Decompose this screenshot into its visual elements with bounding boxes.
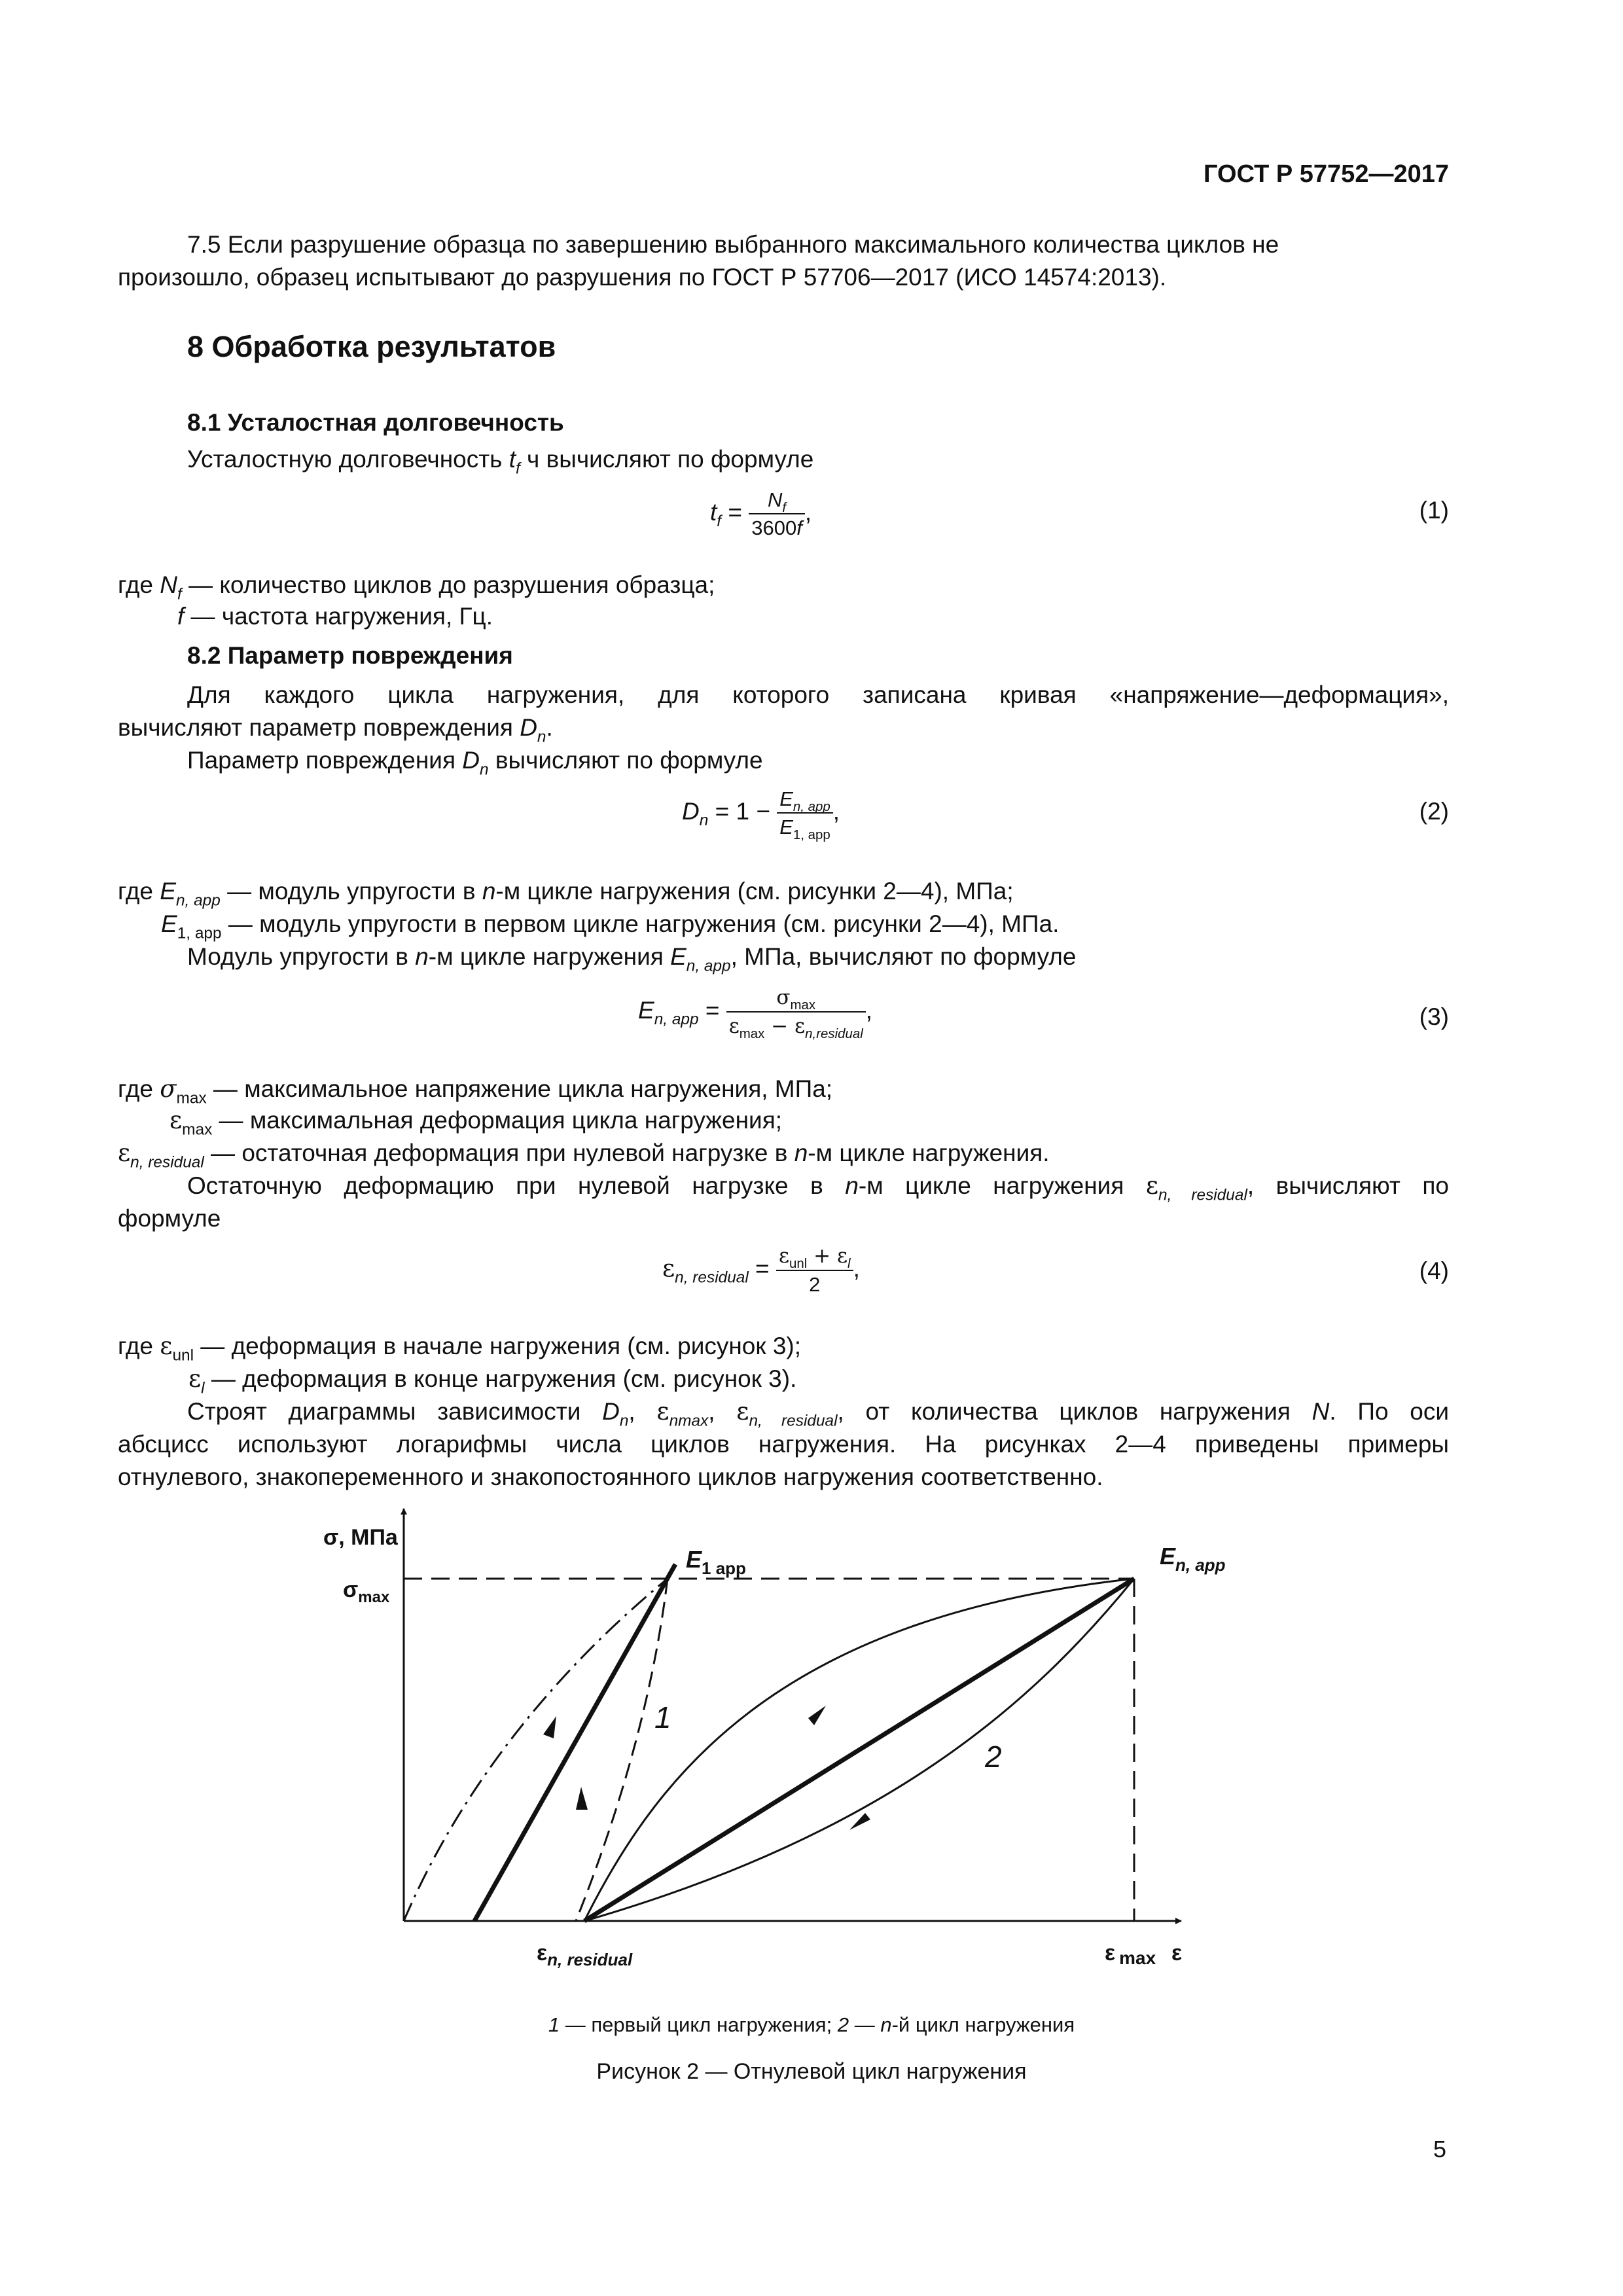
paragraph-8-2-line2: вычисляют параметр повреждения $D_n$. bbox=[118, 714, 553, 746]
formula-4: $\varepsilon_{n, residual}$ = $\frac{\varepsilon_{unl} + \varepsilon_l}{2}$ , bbox=[662, 1244, 860, 1297]
arrow-curve-1-down bbox=[576, 1787, 588, 1810]
arrow-curve-1-up bbox=[543, 1716, 556, 1738]
formula-3-intro: Модуль упругости в n-м цикле нагружения $E_{n, app}$, МПа, вычисляют по формуле bbox=[187, 943, 1077, 975]
x-axis-label: ε bbox=[1171, 1941, 1183, 1965]
where-3-line3: $\varepsilon_{n, residual}$ — остаточная деформация при нулевой нагрузке в n-м цикле нагружения. bbox=[118, 1139, 1050, 1172]
curve-2-label: 2 bbox=[985, 1740, 1002, 1774]
sigma-max-label: $\sigma_{max}$ bbox=[343, 1577, 390, 1606]
arrow-curve-2-up bbox=[808, 1706, 826, 1725]
formula-1-intro: Усталостную долговечность $t_f$ ч вычисляют по формуле bbox=[187, 446, 814, 478]
where-3-line1: где $\sigma_{max}$ — максимальное напряжение цикла нагружения, МПа; bbox=[118, 1075, 833, 1107]
formula-2-intro: Параметр повреждения $D_n$ вычисляют по формуле bbox=[187, 747, 763, 779]
paragraph-residual-line1: Остаточную деформацию при нулевой нагрузке в n-м цикле нагружения $\varepsilon_{n, residual}$, вычисляют по bbox=[187, 1172, 1449, 1204]
eps-residual-label: $\varepsilon_{n, residual}$ bbox=[537, 1941, 633, 1969]
where-2-line1: где $E_{n, app}$ — модуль упругости в n-м цикле нагружения (см. рисунки 2—4), МПа; bbox=[118, 878, 1014, 910]
formula-3: $E_{n, app}$ = $\frac{\sigma_{max}}{\varepsilon_{max} - \varepsilon_{n,residual}}$ , bbox=[638, 986, 873, 1041]
formula-2: $D_n = 1$ − $\frac{E_{n, app}}{E_{1, app}}$ , bbox=[682, 787, 840, 842]
equation-number-4: (4) bbox=[1419, 1257, 1449, 1284]
equation-number-1: (1) bbox=[1419, 497, 1449, 524]
where-1-line1: где $N_f$ — количество циклов до разрушения образца; bbox=[118, 571, 715, 603]
line-e1-app bbox=[474, 1564, 675, 1921]
page-number: 5 bbox=[1433, 2136, 1446, 2162]
document-id: ГОСТ Р 57752—2017 bbox=[1204, 160, 1449, 188]
section-8-title: 8 Обработка результатов bbox=[187, 330, 556, 363]
where-1-line2: f — частота нагружения, Гц. bbox=[177, 603, 493, 630]
paragraph-diagrams-line2: абсцисс используют логарифмы числа циклов нагружения. На рисунках 2—4 приведены примеры bbox=[118, 1431, 1449, 1458]
figure-2-diagram bbox=[308, 1505, 1257, 2009]
equation-number-3: (3) bbox=[1419, 1003, 1449, 1030]
arrow-curve-2-down bbox=[849, 1813, 870, 1830]
paragraph-7-5-line1: 7.5 Если разрушение образца по завершению выбранного максимального количества циклов не bbox=[187, 231, 1279, 258]
paragraph-diagrams-line1: Строят диаграммы зависимости $D_n$, $\varepsilon_{nmax}$, $\varepsilon_{n, residual}$, от количества циклов нагружения N. По оси bbox=[187, 1397, 1450, 1430]
figure-caption: Рисунок 2 — Отнулевой цикл нагружения bbox=[596, 2059, 1027, 2084]
subsection-8-2-title: 8.2 Параметр повреждения bbox=[187, 642, 513, 669]
equation-number-2: (2) bbox=[1419, 798, 1449, 825]
where-4-line2: $\varepsilon_l$ — деформация в конце нагружения (см. рисунок 3). bbox=[188, 1365, 797, 1397]
where-4-line1: где $\varepsilon_{unl}$ — деформация в начале нагружения (см. рисунок 3); bbox=[118, 1332, 802, 1365]
curve-1-unloading-dashed bbox=[576, 1579, 668, 1921]
y-axis-label: σ, МПа bbox=[323, 1525, 398, 1550]
paragraph-8-2-line1: Для каждого цикла нагружения, для которого записана кривая «напряжение—деформация», bbox=[187, 681, 1449, 708]
line-en-app bbox=[584, 1579, 1134, 1921]
e1-app-label: $E_{1 app}$ bbox=[686, 1546, 746, 1578]
figure-legend: 1 — первый цикл нагружения; 2 — n-й цикл нагружения bbox=[548, 2013, 1075, 2036]
paragraph-diagrams-line3: отнулевого, знакопеременного и знакопостоянного циклов нагружения соответственно. bbox=[118, 1463, 1103, 1490]
eps-max-label: ε max bbox=[1105, 1941, 1156, 1968]
subsection-8-1-title: 8.1 Усталостная долговечность bbox=[187, 409, 564, 436]
where-2-line2: $E_{1, app}$ — модуль упругости в первом цикле нагружения (см. рисунки 2—4), МПа. bbox=[161, 910, 1060, 942]
paragraph-residual-line2: формуле bbox=[118, 1205, 221, 1232]
formula-1: $t_f$ = $\frac{N_f}{3600f}$ , bbox=[710, 488, 812, 540]
curve-1-label: 1 bbox=[654, 1700, 671, 1734]
curve-1-loading-dashdot bbox=[404, 1579, 668, 1921]
en-app-label: $E_{n, app}$ bbox=[1160, 1543, 1226, 1575]
paragraph-7-5-line2: произошло, образец испытывают до разрушения по ГОСТ Р 57706—2017 (ИСО 14574:2013). bbox=[118, 264, 1167, 291]
where-3-line2: $\varepsilon_{max}$ — максимальная деформация цикла нагружения; bbox=[169, 1106, 783, 1139]
